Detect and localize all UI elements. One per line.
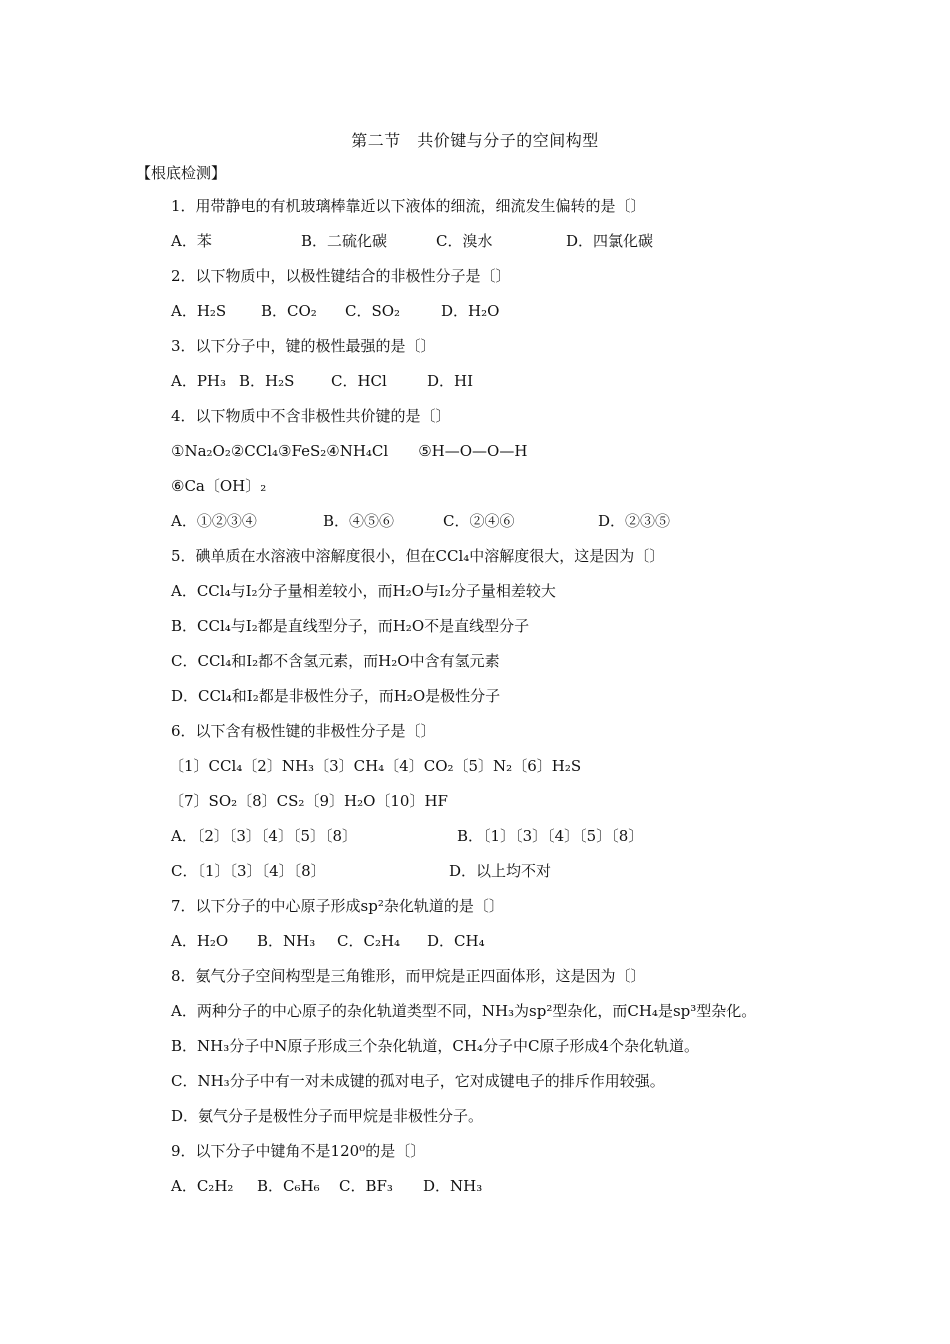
option: A．两种分子的中心原子的杂化轨道类型不同，NH₃为sp²型杂化，而CH₄是sp³型杂化。: [171, 1002, 757, 1020]
option: D．四氯化碳: [566, 232, 654, 250]
option: C．BF₃: [339, 1177, 393, 1195]
options-row: [171, 824, 931, 859]
options-row: [171, 229, 931, 264]
option: A．C₂H₂: [171, 1177, 234, 1195]
option: A．〔2〕〔3〕〔4〕〔5〕〔8〕: [171, 827, 358, 845]
option: A．①②③④: [171, 512, 257, 530]
options-row: [171, 369, 931, 404]
option: A．CCl₄与I₂分子量相差较小，而H₂O与I₂分子量相差较大: [171, 582, 556, 600]
option: C．〔1〕〔3〕〔4〕〔8〕: [171, 862, 326, 880]
option: B．④⑤⑥: [323, 512, 395, 530]
option: B．CO₂: [261, 302, 317, 320]
option: D．H₂O: [441, 302, 500, 320]
option: D．氨气分子是极性分子而甲烷是非极性分子。: [171, 1107, 484, 1125]
question-text: 4．以下物质中不含非极性共价键的是〔〕: [171, 407, 451, 425]
option: D．CH₄: [427, 932, 485, 950]
option: C．②④⑥: [443, 512, 515, 530]
question-text: 8．氨气分子空间构型是三角锥形，而甲烷是正四面体形，这是因为〔〕: [171, 967, 646, 985]
option: C．HCl: [331, 372, 387, 390]
option: D．HI: [427, 372, 474, 390]
question-text: 1．用带静电的有机玻璃棒靠近以下液体的细流，细流发生偏转的是〔〕: [171, 197, 646, 215]
option: D．以上均不对: [449, 862, 552, 880]
option: A．H₂O: [171, 932, 229, 950]
option: B．H₂S: [239, 372, 295, 390]
option: A．PH₃: [171, 372, 227, 390]
question-text: 7．以下分子的中心原子形成sp²杂化轨道的是〔〕: [171, 897, 504, 915]
section-heading: 【根底检测】: [136, 164, 227, 182]
compound-list: ⑥Ca〔OH〕₂: [171, 477, 267, 495]
options-row: [171, 1174, 931, 1209]
option: B．NH₃分子中N原子形成三个杂化轨道，CH₄分子中C原子形成4个杂化轨道。: [171, 1037, 699, 1055]
option: C．溴水: [436, 232, 493, 250]
options-row: [171, 929, 931, 964]
compound-list: 〔1〕CCl₄〔2〕NH₃〔3〕CH₄〔4〕CO₂〔5〕N₂〔6〕H₂S: [169, 757, 582, 775]
option: C．C₂H₄: [337, 932, 401, 950]
question-text: 2．以下物质中，以极性键结合的非极性分子是〔〕: [171, 267, 511, 285]
question-list: [171, 194, 931, 1209]
option: A．苯: [171, 232, 212, 250]
option: A．H₂S: [171, 302, 227, 320]
option: C．NH₃分子中有一对未成键的孤对电子，它对成键电子的排斥作用较强。: [171, 1072, 665, 1090]
option: B．二硫化碳: [301, 232, 388, 250]
option: C．CCl₄和I₂都不含氢元素，而H₂O中含有氢元素: [171, 652, 500, 670]
option: D．CCl₄和I₂都是非极性分子，而H₂O是极性分子: [171, 687, 501, 705]
option: C．SO₂: [345, 302, 401, 320]
option: B．NH₃: [257, 932, 316, 950]
options-row: [171, 509, 931, 544]
question-text: 6．以下含有极性键的非极性分子是〔〕: [171, 722, 436, 740]
option: B．CCl₄与I₂都是直线型分子，而H₂O不是直线型分子: [171, 617, 530, 635]
options-row: [171, 299, 931, 334]
compound-list: ①Na₂O₂②CCl₄③FeS₂④NH₄Cl ⑤H—O—O—H: [171, 442, 528, 460]
option: D．②③⑤: [598, 512, 671, 530]
options-row: [171, 859, 931, 894]
compound-list: 〔7〕SO₂〔8〕CS₂〔9〕H₂O〔10〕HF: [169, 792, 448, 810]
question-text: 3．以下分子中，键的极性最强的是〔〕: [171, 337, 436, 355]
question-text: 9．以下分子中键角不是120⁰的是〔〕: [171, 1142, 426, 1160]
option: B．〔1〕〔3〕〔4〕〔5〕〔8〕: [457, 827, 644, 845]
page-title: 第二节 共价键与分子的空间构型: [351, 131, 599, 150]
option: B．C₆H₆: [257, 1177, 320, 1195]
option: D．NH₃: [423, 1177, 483, 1195]
question-text: 5．碘单质在水溶液中溶解度很小，但在CCl₄中溶解度很大，这是因为〔〕: [171, 547, 665, 565]
